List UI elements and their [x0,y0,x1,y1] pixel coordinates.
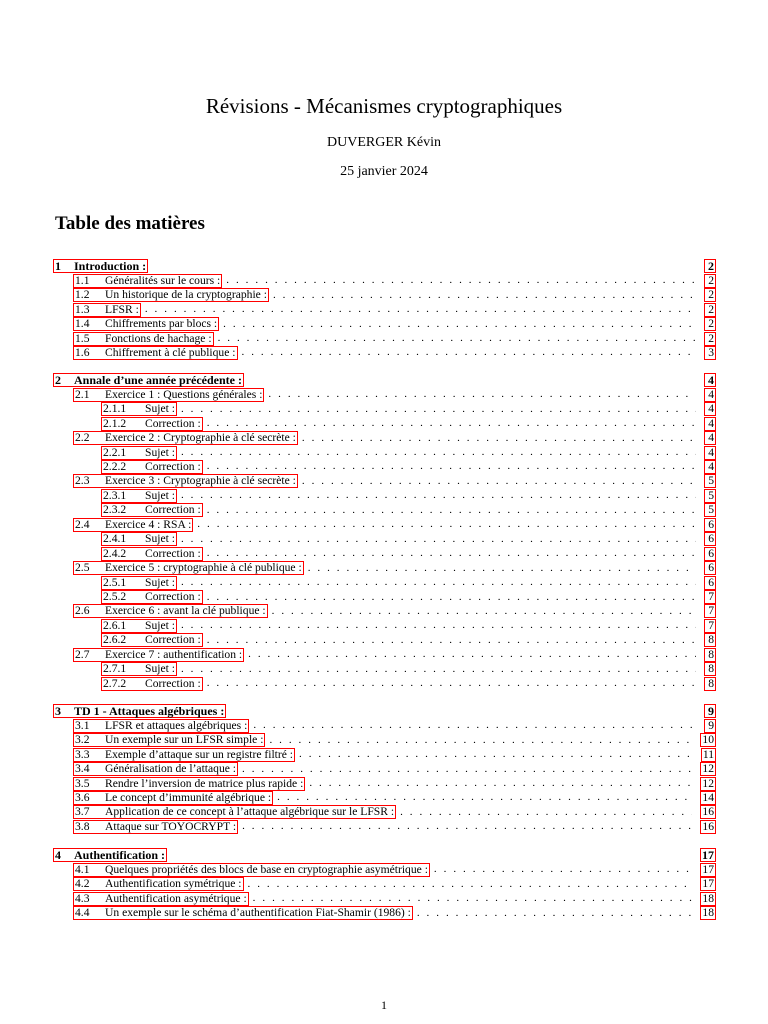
toc-entry-link[interactable] [101,417,203,431]
toc-entry-title: Correction : [145,590,201,603]
toc-dot-leader [248,878,693,891]
toc-entry[interactable] [53,704,716,719]
toc-entry-link[interactable] [73,332,214,346]
toc-entry-number: 2.1.1 [103,402,127,416]
toc-entry-number: 1.6 [75,345,90,359]
toc-entry-page-link[interactable]: 16 [702,805,714,819]
toc-entry-link[interactable] [73,518,193,532]
toc-dot-leader [242,346,697,359]
toc-dot-leader [308,562,696,575]
toc-entry[interactable] [101,460,716,475]
toc-entry-link[interactable] [53,259,148,273]
toc-entry-link[interactable] [73,906,413,920]
toc-entry-page-link[interactable]: 14 [702,790,714,804]
toc-entry[interactable] [73,387,716,402]
toc-entry-number: 2.2 [75,431,90,445]
toc-entry[interactable] [101,532,716,547]
toc-entry-link[interactable] [73,561,304,575]
toc-dot-leader [181,489,696,502]
toc-entry-page-link[interactable]: 12 [702,776,714,790]
toc-entry-page-link[interactable]: 4 [704,388,716,402]
toc-entry-number: 2.2.1 [103,445,127,459]
toc-entry-title: Rendre l’inversion de matrice plus rapide : [105,776,304,790]
toc-entry-link[interactable] [101,446,177,460]
toc-entry-number: 3.3 [75,747,90,761]
toc-entry[interactable] [73,331,716,346]
toc-entry-number: 4.3 [75,891,90,905]
toc-entry[interactable] [73,805,716,820]
toc-dot-leader [269,734,692,747]
toc-entry-number: 2.3.2 [103,503,127,517]
toc-entry-number: 4 [55,848,61,863]
toc-dot-leader [302,475,696,488]
toc-dot-leader [207,677,696,690]
toc-entry-page-link[interactable]: 4 [704,460,716,474]
toc-entry-link[interactable] [73,892,249,906]
toc-entry-title: Authentification asymétrique : [105,891,247,905]
toc-entry-page-link[interactable]: 6 [704,518,716,532]
toc-entry[interactable] [101,676,716,691]
toc-entry-page-link[interactable]: 2 [704,332,716,346]
toc-entry-page-link[interactable]: 17 [702,877,714,891]
toc-entry-title: Chiffrements par blocs : [105,317,218,331]
toc-entry-link[interactable] [73,274,222,288]
toc-entry-link[interactable] [73,604,268,618]
toc-entry-title: Introduction : [74,259,147,274]
toc-entry-link[interactable] [101,489,177,503]
toc-entry[interactable] [73,747,716,762]
toc-entry-number: 2.7.2 [103,676,127,690]
toc-dot-leader [273,289,696,302]
toc-entry[interactable] [73,518,716,533]
toc-entry-link[interactable] [101,590,203,604]
toc-entry-page-link[interactable]: 2 [704,317,716,331]
toc-entry-number: 3 [55,704,61,719]
toc-entry[interactable] [73,648,716,663]
toc-entry-link[interactable] [73,805,396,819]
toc-entry-title: Sujet : [145,618,175,632]
toc-entry[interactable] [101,633,716,648]
toc-entry-title: Sujet : [145,662,175,676]
toc-entry-number: 2.1.2 [103,416,127,430]
page-number: 1 [381,998,387,1012]
toc-dot-leader [218,332,696,345]
toc-dot-leader [207,591,696,604]
document-title: Révisions - Mécanismes cryptographiques [205,94,563,118]
toc-entry[interactable] [101,445,716,460]
toc-entry-link[interactable] [53,373,244,387]
toc-entry-title: Généralisation de l’attaque : [105,762,237,776]
toc-entry-title: Exercice 5 : cryptographie à clé publique : [105,561,302,575]
toc-entry[interactable] [73,862,716,877]
toc-dot-leader [226,274,696,287]
toc-entry-number: 2.1 [75,387,90,401]
toc-entry[interactable] [73,474,716,489]
toc-entry-number: 1.2 [75,288,90,302]
toc-entry-page-link[interactable]: 17 [702,848,714,863]
toc-dot-leader [197,518,696,531]
toc-dot-leader [181,663,696,676]
toc-entry-page-link[interactable]: 16 [702,819,714,833]
toc-entry-link[interactable] [73,733,265,747]
toc-entry-page-link[interactable]: 4 [704,431,716,445]
toc-dot-leader [277,791,692,804]
toc-entry[interactable] [101,489,716,504]
toc-dot-leader [248,648,696,661]
toc-entry-title: Correction : [145,546,201,560]
toc-entry-title: Sujet : [145,532,175,546]
toc-entry-title: Authentification : [74,848,165,863]
toc-dot-leader [181,446,696,459]
toc-entry[interactable] [73,346,716,361]
toc-entry-number: 2.4.1 [103,532,127,546]
toc-dot-leader [272,605,696,618]
toc-dot-leader [309,777,692,790]
toc-dot-leader [242,763,692,776]
toc-entry-number: 4.4 [75,906,90,920]
toc-entry-link[interactable] [73,877,244,891]
toc-entry-link[interactable] [73,648,244,662]
toc-dot-leader [181,533,696,546]
toc-entry-link[interactable] [73,474,298,488]
toc-entry-title: Fonctions de hachage : [105,331,212,345]
toc-entry[interactable] [101,503,716,518]
toc-entry-link[interactable] [101,576,177,590]
toc-dot-leader [181,403,696,416]
toc-entry-title: Attaque sur TOYOCRYPT : [105,819,237,833]
toc-entry-number: 3.2 [75,733,90,747]
toc-entry[interactable] [101,619,716,634]
toc-entry-title: Exercice 3 : Cryptographie à clé secrète : [105,474,296,488]
toc-dot-leader [207,634,696,647]
toc-entry-page-link[interactable]: 10 [702,733,714,747]
toc-entry[interactable] [53,259,716,274]
toc-entry-title: Exercice 2 : Cryptographie à clé secrète : [105,431,296,445]
toc-entry-link[interactable] [73,346,238,360]
toc-dot-leader [181,619,696,632]
toc-entry-number: 4.2 [75,877,90,891]
toc-entry-number: 2.4.2 [103,546,127,560]
toc-entry-number: 3.4 [75,762,90,776]
toc-entry-page-link[interactable]: 5 [704,503,716,517]
toc-entry-number: 2.6.2 [103,633,127,647]
toc-dot-leader [145,303,696,316]
toc-entry-number: 1.4 [75,317,90,331]
toc-entry-page-link[interactable]: 4 [704,446,716,460]
toc-entry-number: 1.3 [75,302,90,316]
toc-entry-number: 2.2.2 [103,459,127,473]
toc-entry-page-link[interactable]: 18 [702,906,714,920]
toc-entry-number: 2 [55,373,61,388]
toc-dot-leader [400,806,692,819]
toc-entry-page-link[interactable]: 6 [704,547,716,561]
toc-entry-title: Correction : [145,676,201,690]
toc-entry-title: Correction : [145,459,201,473]
toc-entry[interactable] [101,402,716,417]
toc-entry-link[interactable] [101,662,177,676]
toc-entry-number: 3.7 [75,805,90,819]
toc-entry-title: Authentification symétrique : [105,877,242,891]
toc-entry[interactable] [53,373,716,388]
toc-entry-link[interactable] [101,503,203,517]
toc-dot-leader [253,719,696,732]
toc-entry-page-link[interactable]: 6 [704,561,716,575]
toc-entry[interactable] [73,891,716,906]
toc-entry-title: Exercice 4 : RSA : [105,517,192,531]
toc-entry-title: Exemple d’attaque sur un registre filtré : [105,747,294,761]
toc-entry-title: Quelques propriétés des blocs de base en cryptographie asymétrique : [105,862,428,876]
toc-entry[interactable] [73,604,716,619]
toc-entry-number: 2.7 [75,647,90,661]
toc-entry[interactable] [101,590,716,605]
toc-entry-title: Correction : [145,633,201,647]
toc-entry-title: Correction : [145,416,201,430]
toc-dot-leader [223,318,696,331]
toc-entry-number: 3.8 [75,819,90,833]
toc-entry-page-link[interactable]: 7 [704,604,716,618]
toc-dot-leader [302,432,696,445]
toc-entry[interactable] [73,733,716,748]
toc-entry-number: 2.5.1 [103,575,127,589]
toc-entry-title: Chiffrement à clé publique : [105,345,236,359]
toc-entry[interactable] [101,416,716,431]
toc-entry-page-link[interactable]: 8 [704,662,716,676]
toc-entry-number: 1.1 [75,273,90,287]
toc-entry-page-link[interactable]: 5 [704,489,716,503]
toc-entry-page-link[interactable]: 8 [704,677,716,691]
toc-entry[interactable] [73,820,716,835]
toc-entry-page-link[interactable]: 4 [704,402,716,416]
toc-entry[interactable] [73,302,716,317]
toc-entry-title: Sujet : [145,575,175,589]
toc-entry-number: 4.1 [75,862,90,876]
toc-entry[interactable] [73,431,716,446]
toc-entry-link[interactable] [73,748,295,762]
toc-entry-page-link[interactable]: 2 [704,303,716,317]
toc-entry-page-link[interactable]: 8 [704,648,716,662]
toc-heading: Table des matières [55,213,205,234]
toc-entry-title: Un exemple sur un LFSR simple : [105,733,264,747]
toc-entry-number: 2.3 [75,474,90,488]
toc-entry-title: Le concept d’immunité algébrique : [105,790,272,804]
toc-entry-title: Exercice 1 : Questions générales : [105,387,263,401]
toc-entry[interactable] [73,791,716,806]
toc-entry-title: Application de ce concept à l’attaque algébrique sur le LFSR : [105,805,395,819]
toc-entry-title: Correction : [145,503,201,517]
toc-entry[interactable] [73,877,716,892]
toc-entry-title: Sujet : [145,488,175,502]
toc-entry-title: Sujet : [145,402,175,416]
toc-entry-title: Sujet : [145,445,175,459]
toc-entry-page-link[interactable]: 9 [704,719,716,733]
toc-entry-page-link[interactable]: 8 [704,633,716,647]
toc-entry-title: Un exemple sur le schéma d’authentification Fiat-Shamir (1986) : [105,906,411,920]
toc-entry-link[interactable] [73,863,430,877]
toc-dot-leader [268,388,696,401]
toc-entry-page-link[interactable]: 6 [704,576,716,590]
document-author: DUVERGER Kévin [327,135,441,150]
toc-entry[interactable] [73,317,716,332]
toc-entry-number: 1 [55,259,61,274]
toc-dot-leader [181,576,696,589]
toc-entry-number: 2.6.1 [103,618,127,632]
toc-entry-link[interactable] [73,820,238,834]
toc-entry-page-link[interactable]: 4 [704,417,716,431]
toc-entry-title: TD 1 - Attaques algébriques : [74,704,225,719]
toc-entry-link[interactable] [53,704,226,718]
toc-entry[interactable] [73,718,716,733]
toc-entry-number: 2.7.1 [103,662,127,676]
toc-entry-page-link[interactable]: 4 [704,373,716,387]
document-date: 25 janvier 2024 [340,164,428,179]
toc-entry-page-link[interactable]: 18 [702,891,714,905]
toc-dot-leader [207,460,696,473]
toc-entry-number: 2.4 [75,517,90,531]
toc-entry-title: Annale d’une année précédente : [74,373,242,388]
toc-entry-link[interactable] [73,388,264,402]
toc-entry-page-link[interactable]: 3 [704,346,716,360]
toc-entry-page-link[interactable]: 7 [704,590,716,604]
toc-entry-link[interactable] [73,719,249,733]
toc-entry-link[interactable] [73,762,238,776]
toc-entry[interactable] [101,662,716,677]
toc-entry-link[interactable] [73,791,273,805]
toc-entry-link[interactable] [73,777,305,791]
toc-entry-link[interactable] [101,619,177,633]
toc-entry[interactable] [73,776,716,791]
toc-entry-page-link[interactable]: 2 [704,274,716,288]
toc-dot-leader [253,892,693,905]
toc-entry-number: 2.5.2 [103,590,127,603]
toc-dot-leader [207,504,696,517]
toc-entry-link[interactable] [101,532,177,546]
toc-entry-page-link[interactable]: 2 [704,288,716,302]
toc-entry-number: 2.5 [75,561,90,575]
toc-entry-page-link[interactable]: 9 [704,704,716,718]
toc-entry-link[interactable] [101,633,203,647]
toc-entry[interactable] [53,848,716,863]
toc-dot-leader [207,417,696,430]
toc-entry-page-link[interactable]: 12 [702,762,714,776]
toc-dot-leader [242,820,692,833]
toc-entry[interactable] [101,546,716,561]
toc-entry-number: 1.5 [75,331,90,345]
toc-dot-leader [417,907,693,920]
toc-dot-leader [207,547,696,560]
toc-entry-link[interactable] [101,677,203,691]
toc-entry-page-link[interactable]: 17 [702,862,714,876]
toc-entry-link[interactable] [101,402,177,416]
toc-dot-leader [299,748,693,761]
toc-entry-number: 3.6 [75,790,90,804]
toc-entry-page-link[interactable]: 2 [704,259,716,273]
toc-entry-title: LFSR et attaques algébriques : [105,718,248,732]
toc-entry-link[interactable] [73,317,219,331]
toc-entry[interactable] [73,273,716,288]
toc-entry-link[interactable] [73,303,141,317]
toc-entry-link[interactable] [73,431,298,445]
toc-entry-number: 2.6 [75,604,90,618]
toc-entry-page-link[interactable]: 7 [704,619,716,633]
toc-entry-link[interactable] [73,288,269,302]
toc-entry-title: Exercice 6 : avant la clé publique : [105,604,266,618]
toc-entry[interactable] [101,575,716,590]
toc-entry-title: Généralités sur le cours : [105,273,221,287]
toc-entry-link[interactable] [101,460,203,474]
toc-entry-link[interactable] [101,547,203,561]
toc-entry-page-link[interactable]: 6 [704,532,716,546]
toc-dot-leader [434,863,692,876]
toc-entry-title: Un historique de la cryptographie : [105,288,267,302]
toc-entry[interactable] [73,561,716,576]
toc-entry[interactable] [73,762,716,777]
toc-entry-number: 3.5 [75,776,90,790]
toc-entry-number: 2.3.1 [103,488,127,502]
toc-entry[interactable] [73,288,716,303]
toc-entry[interactable] [73,906,716,921]
toc-entry-page-link[interactable]: 5 [704,474,716,488]
toc-entry-title: Exercice 7 : authentification : [105,647,243,661]
toc-entry-title: LFSR : [105,302,139,316]
toc-entry-link[interactable] [53,848,167,862]
toc-entry-page-link[interactable]: 11 [702,747,714,761]
toc-entry-number: 3.1 [75,718,90,732]
